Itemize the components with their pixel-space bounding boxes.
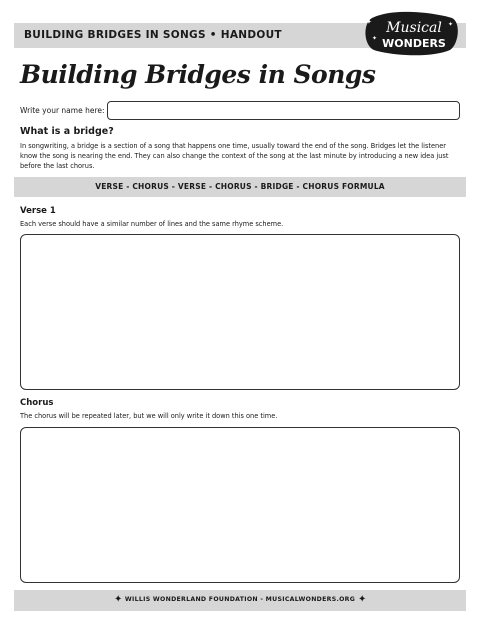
name-input[interactable] xyxy=(107,101,460,120)
chorus-textarea[interactable] xyxy=(20,427,460,583)
svg-text:✦: ✦ xyxy=(366,18,372,26)
sparkle-icon: ✦ xyxy=(358,594,367,605)
logo-line1: Musical xyxy=(386,20,442,36)
verse-instruction: Each verse should have a similar number of lines and the same rhyme scheme. xyxy=(20,220,284,228)
sparkle-icon: ✦ xyxy=(114,594,123,605)
chorus-instruction: The chorus will be repeated later, but we will only write it down this one time. xyxy=(20,412,278,420)
verse-heading: Verse 1 xyxy=(20,206,56,216)
logo-line2: WONDERS xyxy=(382,37,446,50)
verse-textarea[interactable] xyxy=(20,234,460,390)
what-is-bridge-heading: What is a bridge? xyxy=(20,126,114,137)
footer-text: WILLIS WONDERLAND FOUNDATION - MUSICALWONDERS.ORG xyxy=(124,596,356,603)
formula-bar xyxy=(14,177,466,197)
handout-title: BUILDING BRIDGES IN SONGS • HANDOUT xyxy=(24,29,282,41)
name-field-label: Write your name here: xyxy=(20,106,105,115)
svg-text:✦: ✦ xyxy=(448,21,454,28)
svg-text:✦: ✦ xyxy=(372,35,378,42)
musical-wonders-logo xyxy=(362,10,460,56)
page-title: Building Bridges in Songs xyxy=(20,60,376,89)
chorus-heading: Chorus xyxy=(20,398,54,408)
song-formula: VERSE - CHORUS - VERSE - CHORUS - BRIDGE - CHORUS FORMULA xyxy=(95,182,385,191)
what-is-bridge-body: In songwriting, a bridge is a section of a song that happens one time, usually toward the end of the song. Bridges let the listener know the song is nearing the end. They can also change the context of the song at the last minute by introducing a new idea just before the last chorus. xyxy=(20,142,449,170)
footer-bar xyxy=(14,590,466,611)
